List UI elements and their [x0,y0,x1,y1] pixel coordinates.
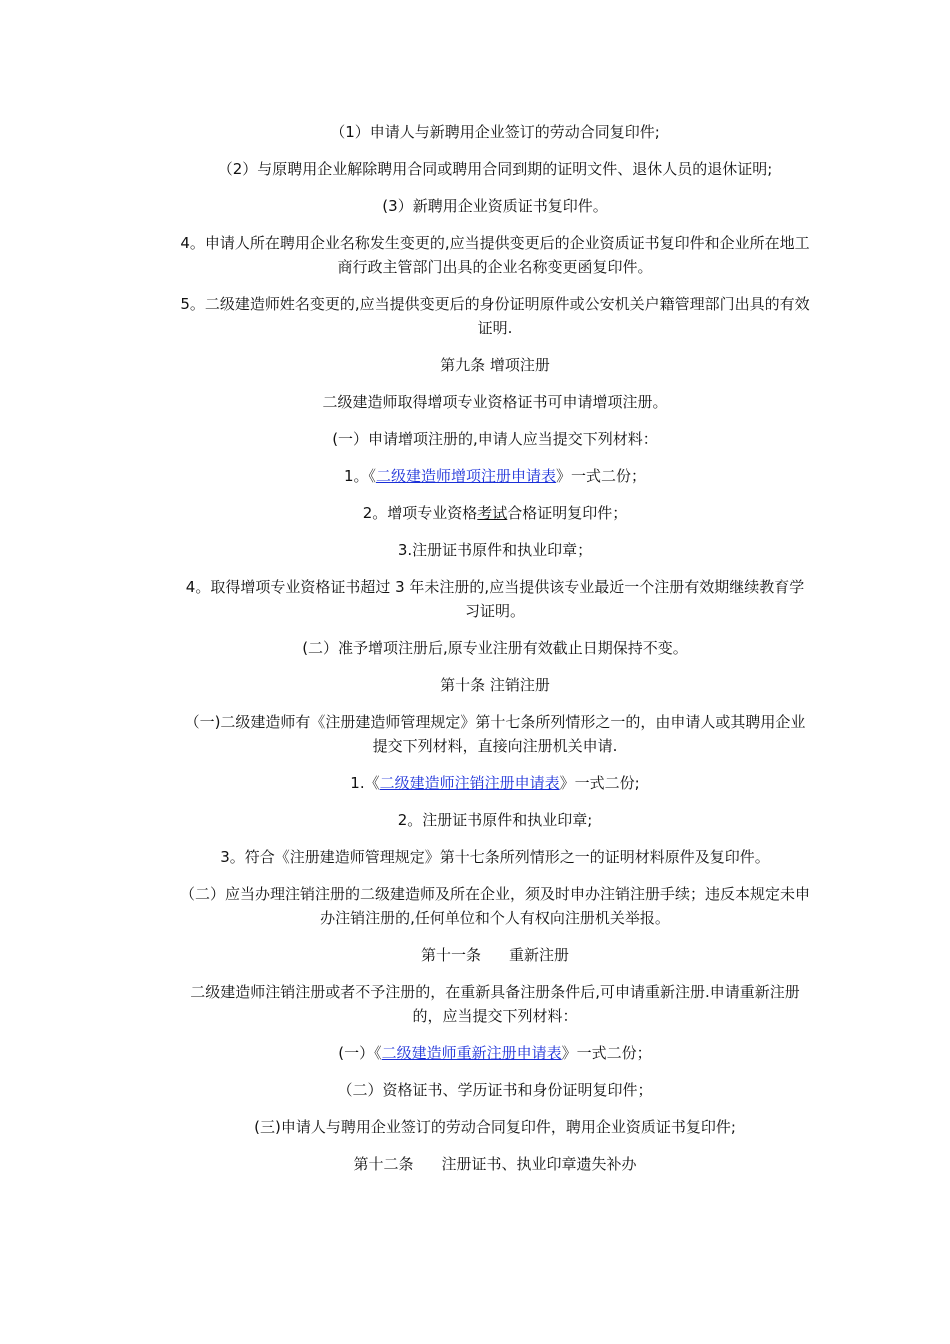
text-fragment: 》一式二份； [561,1044,652,1062]
application-form-link-cancel[interactable]: 二级建造师注销注册申请表 [379,774,560,792]
paragraph: 2。注册证书原件和执业印章; [397,811,593,829]
heading-title: 重新注册 [509,946,570,964]
text-fragment: 合格证明复印件； [507,504,628,522]
heading-number: 第十一条 [420,946,481,964]
text-fragment: 2。增项专业资格 [362,504,478,522]
paragraph: 4。取得增项专业资格证书超过 3 年未注册的,应当提供该专业最近一个注册有效期继续教育学习证明。 [185,578,805,620]
paragraph [180,464,810,488]
text-fragment: 1.《 [350,774,380,792]
paragraph [180,771,810,795]
document-page [180,120,810,1189]
application-form-link-add[interactable]: 二级建造师增项注册申请表 [376,467,557,485]
paragraph: （2）与原聘用企业解除聘用合同或聘用合同到期的证明文件、退休人员的退休证明; [217,160,773,178]
paragraph [180,1041,810,1065]
paragraph: （二）资格证书、学历证书和身份证明复印件； [337,1081,653,1099]
paragraph: 5。二级建造师姓名变更的,应当提供变更后的身份证明原件或公安机关户籍管理部门出具的有效证明. [180,295,810,337]
exam-link[interactable]: 考试 [477,504,508,522]
text-fragment: 》一式二份； [556,467,647,485]
paragraph: (二）准予增项注册后,原专业注册有效截止日期保持不变。 [302,639,688,657]
paragraph: (三)申请人与聘用企业签订的劳动合同复印件，聘用企业资质证书复印件; [254,1118,736,1136]
section-heading-11 [180,943,810,967]
text-fragment: 》一式二份; [559,774,640,792]
heading-number: 第十二条 [353,1155,414,1173]
section-heading-10: 第十条 注销注册 [440,676,550,694]
paragraph: (一）申请增项注册的,申请人应当提交下列材料： [332,430,658,448]
paragraph: （二）应当办理注销注册的二级建造师及所在企业，须及时申办注销注册手续；违反本规定未申办注销注册的,任何单位和个人有权向注册机关举报。 [180,885,811,927]
section-heading-12 [180,1152,810,1176]
heading-title: 注册证书、执业印章遗失补办 [441,1155,637,1173]
text-fragment: (一）《 [338,1044,382,1062]
paragraph: (3）新聘用企业资质证书复印件。 [382,197,608,215]
paragraph: （1）申请人与新聘用企业签订的劳动合同复印件; [330,123,660,141]
paragraph: （一)二级建造师有《注册建造师管理规定》第十七条所列情形之一的，由申请人或其聘用企业提交下列材料，直接向注册机关申请. [184,713,806,755]
paragraph: 二级建造师注销注册或者不予注册的，在重新具备注册条件后,可申请重新注册.申请重新注册的，应当提交下列材料： [190,983,800,1025]
paragraph: 3.注册证书原件和执业印章； [397,541,593,559]
paragraph: 3。符合《注册建造师管理规定》第十七条所列情形之一的证明材料原件及复印件。 [220,848,770,866]
paragraph: 4。申请人所在聘用企业名称发生变更的,应当提供变更后的企业资质证书复印件和企业所在地工商行政主管部门出具的企业名称变更函复印件。 [180,234,810,276]
application-form-link-renew[interactable]: 二级建造师重新注册申请表 [381,1044,562,1062]
section-heading-9: 第九条 增项注册 [440,356,550,374]
text-fragment: 1。《 [343,467,376,485]
paragraph: 二级建造师取得增项专业资格证书可申请增项注册。 [322,393,668,411]
paragraph [180,501,810,525]
